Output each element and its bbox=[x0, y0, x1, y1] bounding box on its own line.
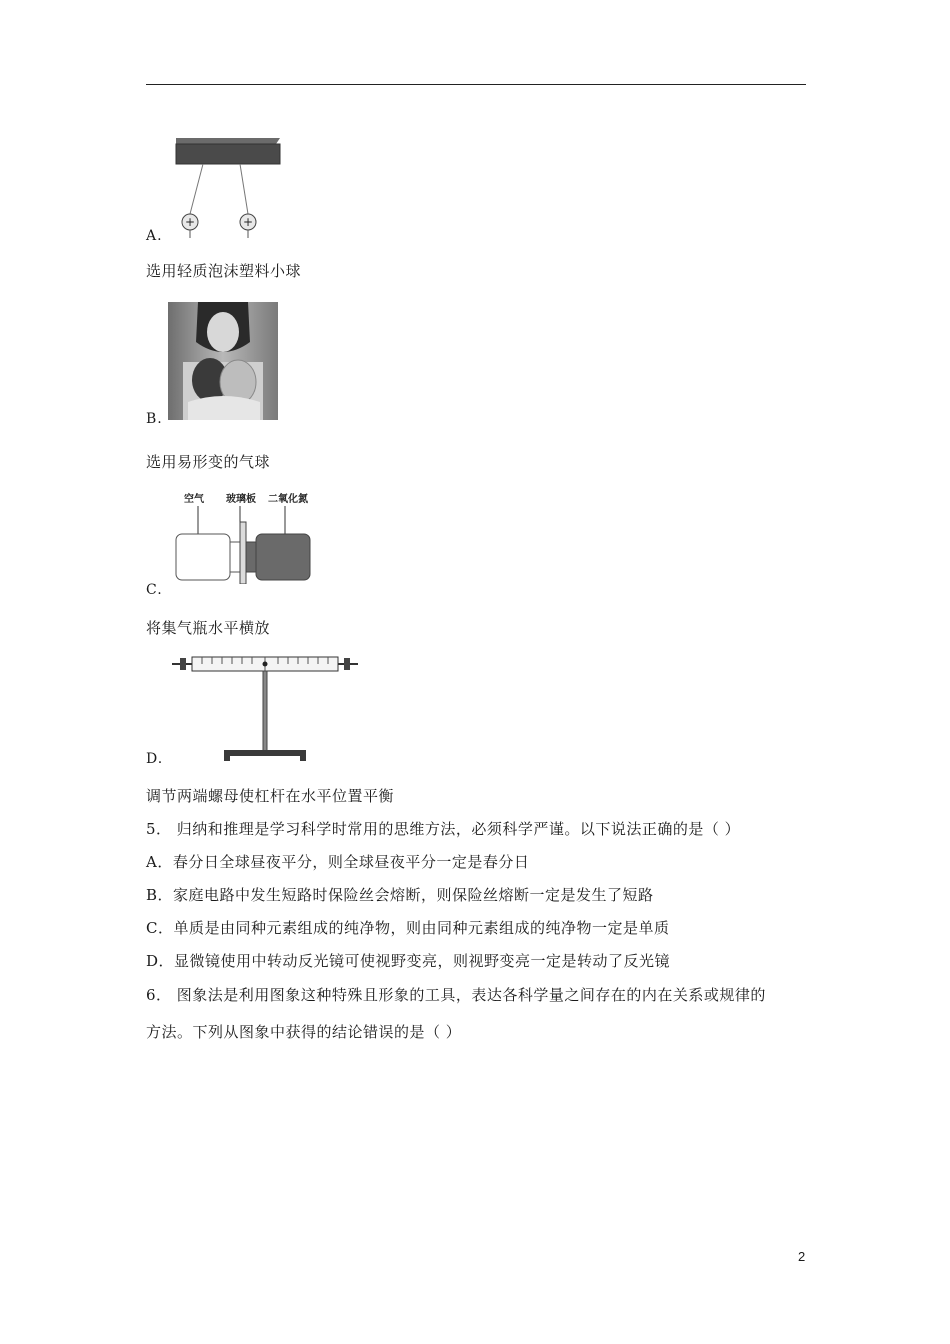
label-no2: 二氧化氮 bbox=[268, 494, 308, 505]
option-d-letter: D. bbox=[146, 751, 164, 767]
lever-stand-figure bbox=[172, 652, 362, 770]
option-a-letter: A. bbox=[146, 228, 163, 244]
page-number: 2 bbox=[798, 1249, 806, 1264]
svg-text:+: + bbox=[242, 215, 254, 229]
option-b-letter: B. bbox=[146, 411, 163, 427]
option-a-caption: 选用轻质泡沫塑料小球 bbox=[146, 262, 302, 280]
charged-balls-figure bbox=[170, 134, 285, 248]
q6-stem-line1: 6． 图象法是利用图象这种特殊且形象的工具，表达各科学量之间存在的内在关系或规律的 bbox=[146, 986, 766, 1004]
label-glass-plate: 玻璃板 bbox=[226, 494, 256, 505]
q5-choice-d: D．显微镜使用中转动反光镜可使视野变亮，则视野变亮一定是转动了反光镜 bbox=[146, 952, 671, 970]
label-air: 空气 bbox=[184, 494, 204, 505]
option-d-caption: 调节两端螺母使杠杆在水平位置平衡 bbox=[146, 787, 395, 805]
option-c-letter: C. bbox=[146, 582, 163, 598]
option-b-caption: 选用易形变的气球 bbox=[146, 453, 271, 471]
svg-text:+: + bbox=[184, 215, 196, 229]
q5-choice-a: A．春分日全球昼夜平分，则全球昼夜平分一定是春分日 bbox=[146, 853, 530, 871]
option-c-caption: 将集气瓶水平横放 bbox=[146, 619, 271, 637]
header-rule bbox=[146, 84, 806, 85]
q5-choice-b: B．家庭电路中发生短路时保险丝会熔断，则保险丝熔断一定是发生了短路 bbox=[146, 886, 654, 904]
q6-stem-line2: 方法。下列从图象中获得的结论错误的是（ ） bbox=[146, 1023, 462, 1041]
q5-choice-c: C．单质是由同种元素组成的纯净物，则由同种元素组成的纯净物一定是单质 bbox=[146, 919, 670, 937]
q5-stem: 5． 归纳和推理是学习科学时常用的思维方法，必须科学严谨。以下说法正确的是（ ） bbox=[146, 820, 741, 838]
balloon-photo-figure bbox=[168, 302, 278, 424]
gas-bottles-figure bbox=[170, 488, 320, 588]
